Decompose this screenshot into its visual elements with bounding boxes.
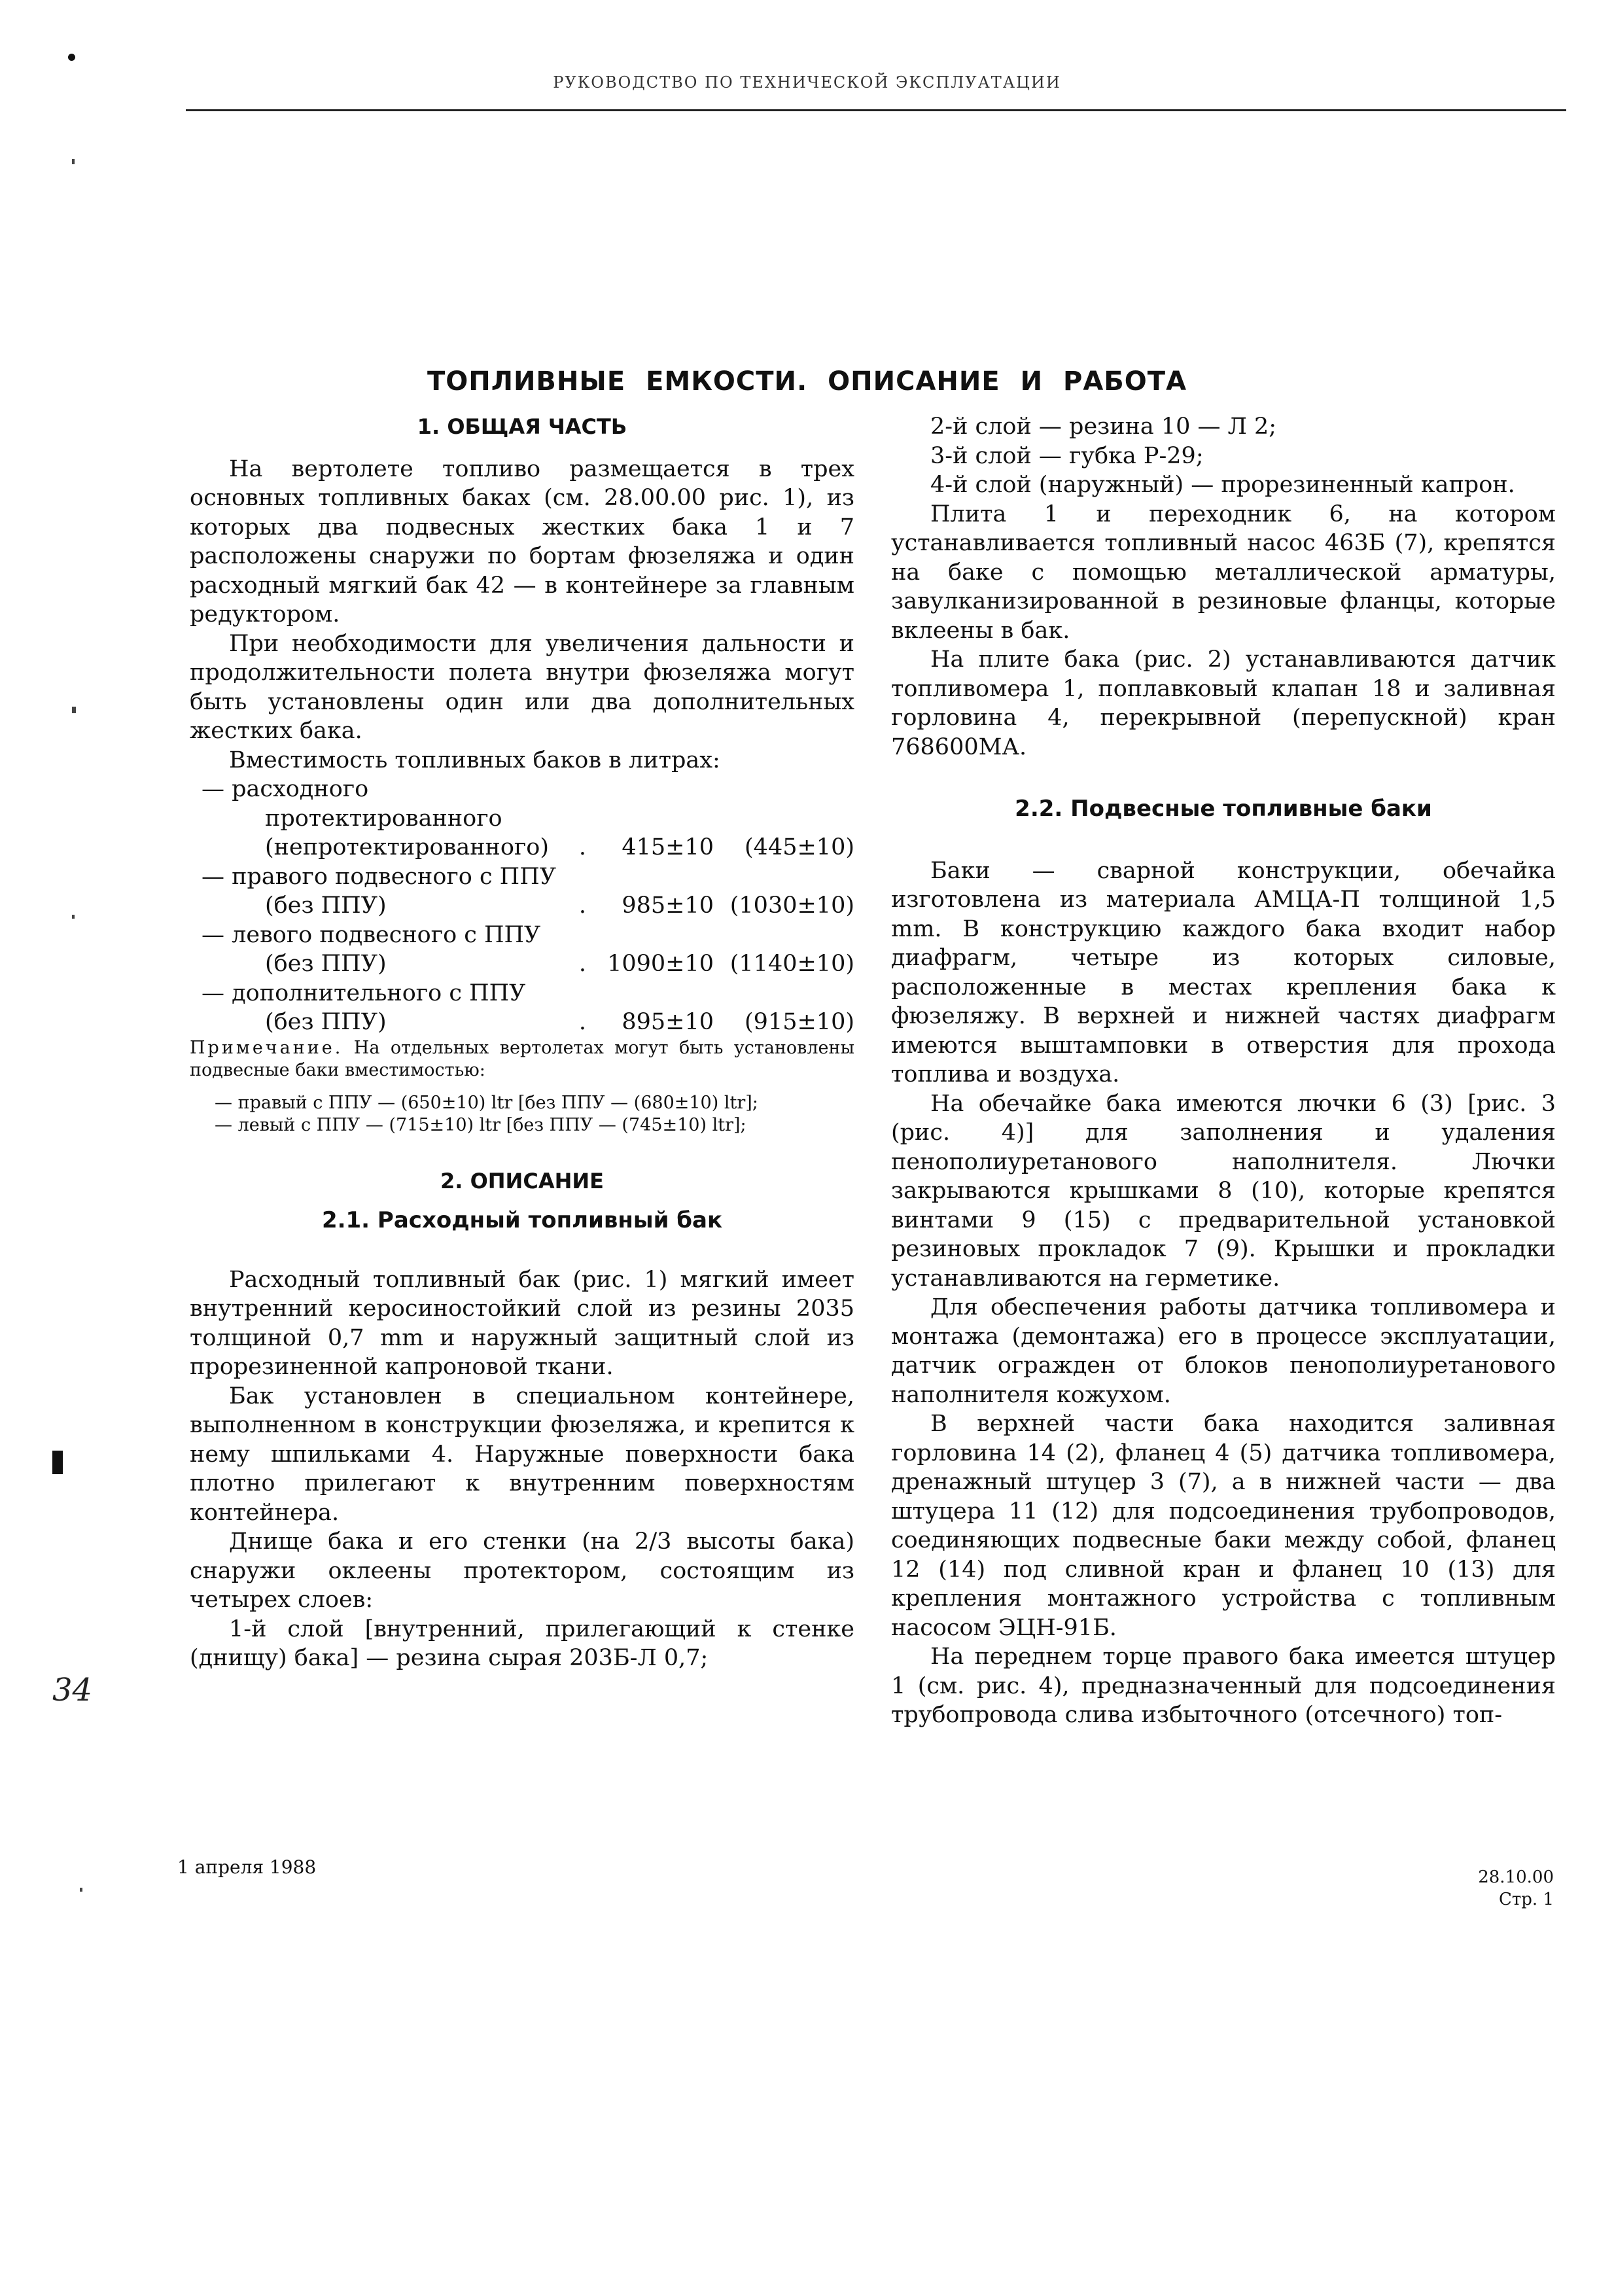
page-title: ТОПЛИВНЫЕ ЕМКОСТИ. ОПИСАНИЕ И РАБОТА: [427, 366, 1187, 397]
footer-page-info: [1459, 1866, 1554, 1911]
layer-item: 3-й слой — губка Р-29;: [930, 442, 1204, 469]
section-heading-suspended-tanks: 2.2. Подвесные топливные баки: [1015, 796, 1432, 822]
layer-item: 4-й слой (наружный) — прорезиненный капрон.: [930, 472, 1515, 498]
header-rule: [186, 109, 1566, 111]
running-header: РУКОВОДСТВО ПО ТЕХНИЧЕСКОЙ ЭКСПЛУАТАЦИИ: [553, 73, 1061, 92]
paragraph: В верхней части бака находится заливная горловина 14 (2), фланец 4 (5) датчика топливомера, дренажный штуцер 3 (7), а в нижней части — два штуцера 11 (12) для подсоединения трубопроводов, соединяющих подвесные баки между собой, фланец 12 (14) под сливной кран и фланец 10 (13) для крепления монтажного устройства с топливным насосом ЭЦН-91Б.: [891, 1411, 1556, 1641]
note: [190, 1037, 854, 1082]
capacity-label: — левого подвесного с ППУ (без ППУ): [202, 921, 541, 977]
capacity-label: — дополнительного с ППУ (без ППУ): [202, 980, 526, 1035]
paragraph: На обечайке бака имеются лючки 6 (3) [рис. 3 (рис. 4)] для заполнения и удаления пенополиуретанового наполнителя. Лючки закрываются крышками 8 (10), которые крепятся винтами 9 (15) с предварительной установкой резиновых прокладок 7 (9). Крышки и прокладки устанавливаются на герметике.: [891, 1090, 1556, 1292]
capacity-alt-value: (445±10): [745, 834, 854, 860]
capacity-value: 895±10: [622, 1009, 714, 1035]
right-column: [891, 412, 1556, 1730]
capacity-row: [190, 979, 854, 1037]
capacity-alt-value: (1140±10): [729, 951, 854, 977]
section-heading-general: 1. ОБЩАЯ ЧАСТЬ: [417, 414, 627, 439]
note-label: Примечание.: [190, 1037, 343, 1058]
left-column: [190, 412, 854, 1673]
paragraph: Днище бака и его стенки (на 2/3 высоты бака) снаружи оклеены протектором, состоящим из четырех слоев:: [190, 1528, 854, 1613]
footer-page-number: Стр. 1: [1499, 1890, 1554, 1909]
paragraph: Бак установлен в специальном контейнере, выполненном в конструкции фюзеляжа, и крепится к нему шпильками 4. Наружные поверхности бака плотно прилегают к внутренним поверхностям контейнера.: [190, 1383, 854, 1526]
capacity-value: 1090±10: [607, 951, 714, 977]
capacity-alt-value: (1030±10): [729, 892, 854, 919]
capacity-table: [190, 775, 854, 1037]
margin-block: [52, 1451, 63, 1474]
capacity-row: [190, 775, 854, 862]
section-heading-description: 2. ОПИСАНИЕ: [440, 1168, 604, 1193]
paragraph: При необходимости для увеличения дальности и продолжительности полета внутри фюзеляжа могут быть установлены один или два дополнительных жестких бака.: [190, 630, 854, 744]
paragraph: 1-й слой [внутренний, прилегающий к стенке (днищу) бака] — резина сырая 203Б-Л 0,7;: [190, 1616, 854, 1671]
margin-handwritten-number: 34: [52, 1672, 93, 1708]
paragraph: На переднем торце правого бака имеется штуцер 1 (см. рис. 4), предназначенный для подсоединения трубопровода слива избыточного (отсечного) топ-: [891, 1644, 1556, 1728]
paragraph: На плите бака (рис. 2) устанавливаются датчик топливомера 1, поплавковый клапан 18 и заливная горловина 4, перекрывной (перепускной) кран 768600МА.: [891, 646, 1556, 760]
capacity-dots: .: [578, 1009, 586, 1035]
note-item: — правый с ППУ — (650±10) ltr [без ППУ — (680±10) ltr];: [215, 1092, 758, 1113]
layer-item: 2-й слой — резина 10 — Л 2;: [930, 414, 1277, 440]
capacity-dots: .: [578, 951, 586, 977]
paragraph: Расходный топливный бак (рис. 1) мягкий имеет внутренний керосиностойкий слой из резины 2035 толщиной 0,7 mm и наружный защитный слой из прорезиненной капроновой ткани.: [190, 1266, 854, 1380]
capacity-row: [190, 921, 854, 979]
capacity-value: 415±10: [622, 834, 714, 860]
capacity-value: 985±10: [622, 892, 714, 919]
margin-dot: [68, 54, 75, 61]
capacity-dots: .: [578, 834, 586, 860]
margin-tick: [72, 159, 75, 164]
capacity-intro: Вместимость топливных баков в литрах:: [229, 747, 720, 773]
footer-section-code: 28.10.00: [1478, 1867, 1554, 1887]
capacity-alt-value: (915±10): [745, 1009, 854, 1035]
paragraph: На вертолете топливо размещается в трех основных топливных баках (см. 28.00.00 рис. 1), из которых два подвесных жестких бака 1 и 7 расположены снаружи по бортам фюзеляжа и один расходный мягкий бак 42 — в контейнере за главным редуктором.: [190, 455, 854, 627]
margin-tick: [72, 707, 76, 713]
margin-tick: [72, 915, 75, 919]
note-item: — левый с ППУ — (715±10) ltr [без ППУ — (745±10) ltr];: [215, 1114, 746, 1135]
paragraph: Баки — сварной конструкции, обечайка изготовлена из материала АМЦА-П толщиной 1,5 mm. В конструкцию каждого бака входит набор диафрагм, четыре из которых силовые, расположенные в местах крепления бака к фюзеляжу. В верхней и нижней частях диафрагм имеются выштамповки в отверстия для прохода топлива и воздуха.: [891, 857, 1556, 1087]
paragraph: Для обеспечения работы датчика топливомера и монтажа (демонтажа) его в процессе эксплуатации, датчик огражден от блоков пенополиуретанового наполнителя кожухом.: [891, 1294, 1556, 1408]
footer-date: 1 апреля 1988: [177, 1856, 317, 1878]
capacity-row: [190, 862, 854, 921]
note-text: На отдельных вертолетах могут быть установлены подвесные баки вместимостью:: [190, 1037, 854, 1080]
margin-tick: [80, 1888, 82, 1892]
section-heading-consumable-tank: 2.1. Расходный топливный бак: [321, 1207, 723, 1233]
capacity-label: — правого подвесного с ППУ (без ППУ): [202, 863, 557, 919]
capacity-label: — расходного протектированного (непротектированного): [202, 776, 549, 860]
capacity-dots: .: [578, 892, 586, 919]
paragraph: Плита 1 и переходник 6, на котором устанавливается топливный насос 463Б (7), крепятся на баке с помощью металлической арматуры, завулканизированной в резиновые фланцы, которые вклеены в бак.: [891, 501, 1556, 644]
